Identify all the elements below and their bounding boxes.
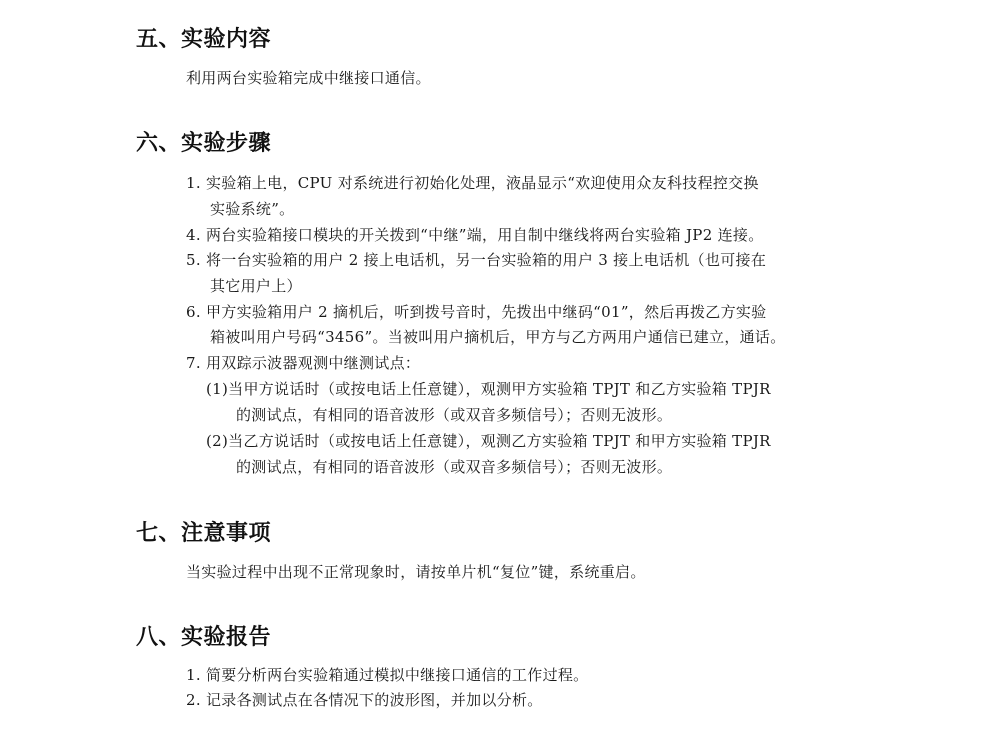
step-1-line-1: 1. 实验箱上电，CPU 对系统进行初始化处理，液晶显示“欢迎使用众友科技程控交换 — [186, 174, 759, 192]
step-5-line-1: 5. 将一台实验箱的用户 2 接上电话机，另一台实验箱的用户 3 接上电话机（也可接在 — [186, 251, 767, 269]
substep-2-line-1: (2)当乙方说话时（或按电话上任意键），观测乙方实验箱 TPJT 和甲方实验箱 TPJR — [206, 432, 771, 450]
section-heading-experiment-content: 五、实验内容 — [136, 27, 272, 52]
step-6-line-2: 箱被叫用户号码“3456”。当被叫用户摘机后，甲方与乙方两用户通信已建立，通话。 — [210, 328, 786, 346]
step-4-line-1: 4. 两台实验箱接口模块的开关拨到“中继”端，用自制中继线将两台实验箱 JP2 连接。 — [186, 226, 764, 244]
substep-1-line-1: (1)当甲方说话时（或按电话上任意键），观测甲方实验箱 TPJT 和乙方实验箱 TPJR — [206, 380, 771, 398]
section-heading-precautions: 七、注意事项 — [136, 521, 272, 546]
paragraph-experiment-content: 利用两台实验箱完成中继接口通信。 — [186, 69, 431, 87]
step-6-line-1: 6. 甲方实验箱用户 2 摘机后，听到拨号音时，先拨出中继码“01”，然后再拨乙方实验 — [186, 303, 767, 321]
section-heading-experiment-steps: 六、实验步骤 — [136, 131, 272, 156]
report-item-2: 2. 记录各测试点在各情况下的波形图，并加以分析。 — [186, 691, 543, 709]
step-7-line-1: 7. 用双踪示波器观测中继测试点： — [186, 354, 421, 372]
section-heading-experiment-report: 八、实验报告 — [136, 625, 272, 650]
step-1-line-2: 实验系统”。 — [210, 200, 295, 218]
step-5-line-2: 其它用户上） — [210, 277, 302, 295]
paragraph-precautions: 当实验过程中出现不正常现象时，请按单片机“复位”键，系统重启。 — [186, 563, 646, 581]
substep-1-line-2: 的测试点，有相同的语音波形（或双音多频信号）；否则无波形。 — [236, 406, 673, 424]
substep-2-line-2: 的测试点，有相同的语音波形（或双音多频信号）；否则无波形。 — [236, 458, 673, 476]
report-item-1: 1. 简要分析两台实验箱通过模拟中继接口通信的工作过程。 — [186, 666, 589, 684]
